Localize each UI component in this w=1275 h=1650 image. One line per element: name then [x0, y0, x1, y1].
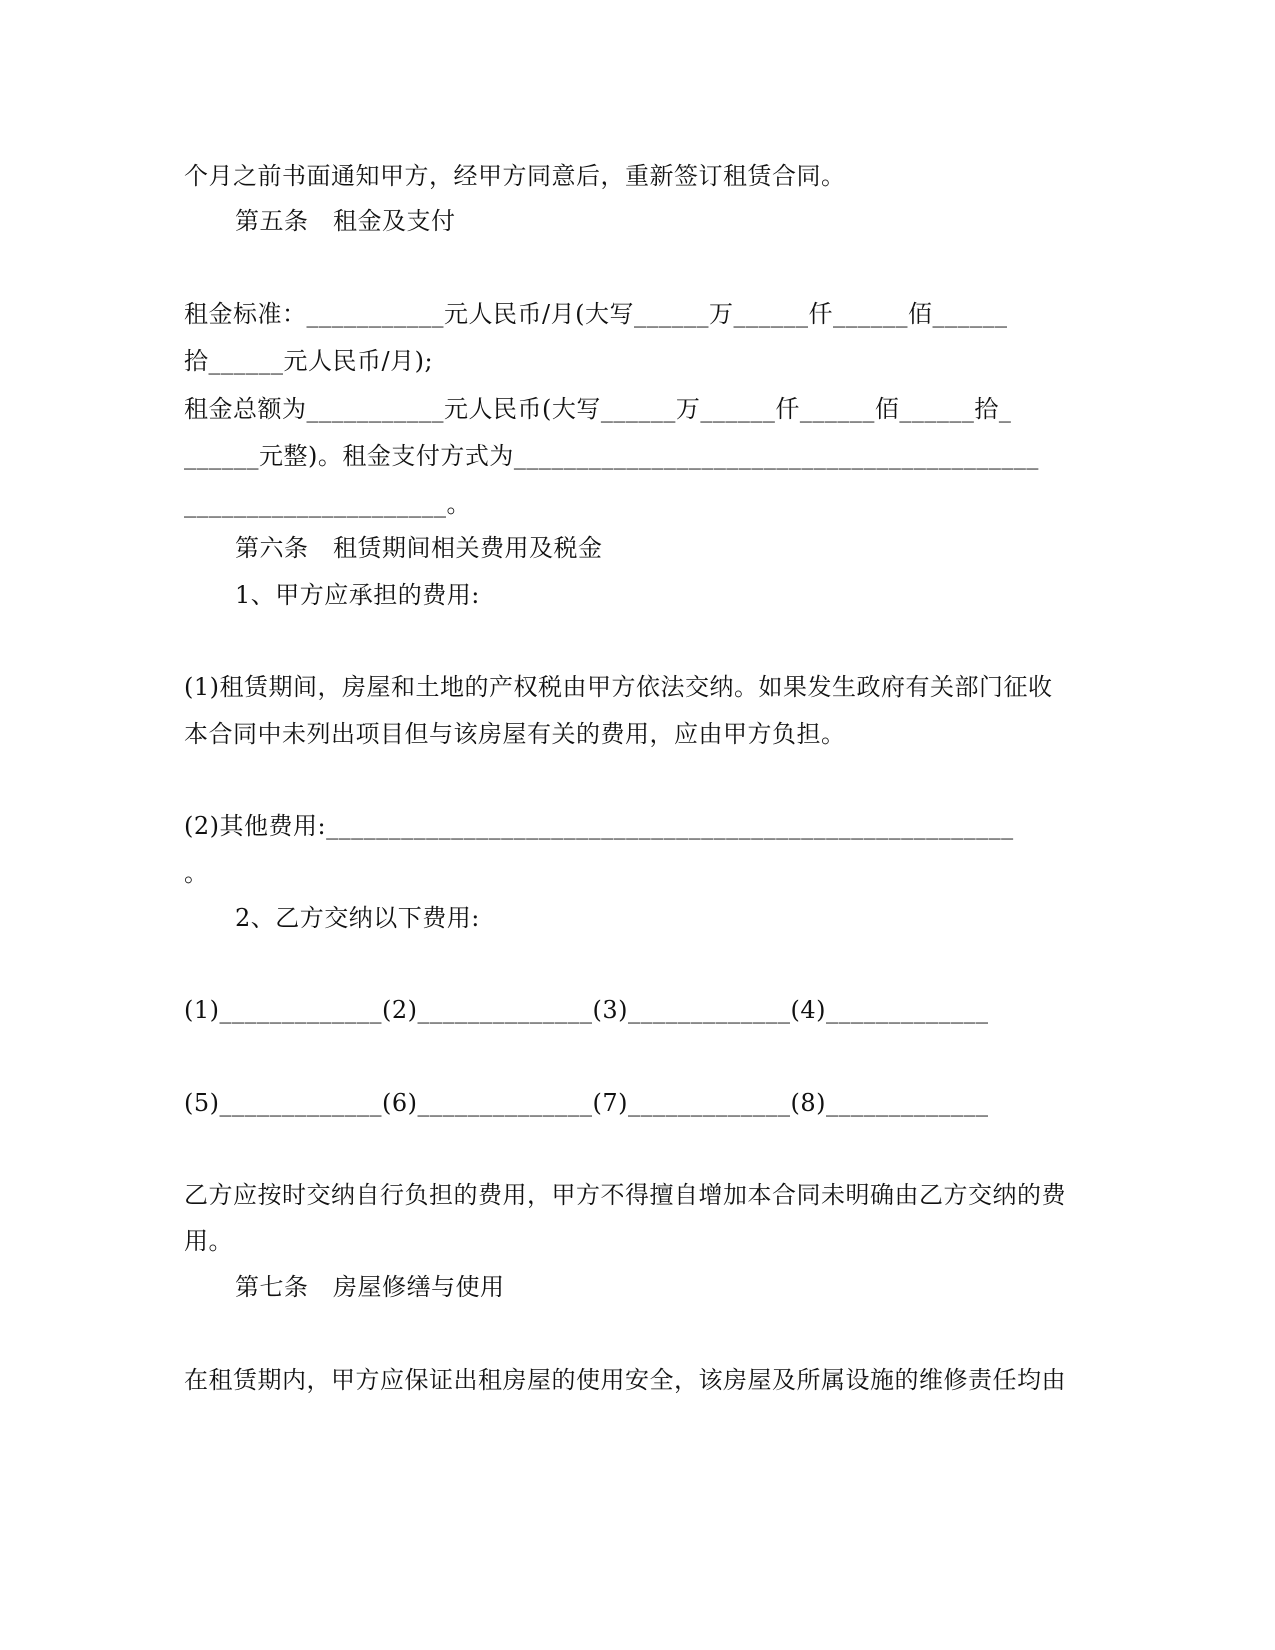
text-line: 租金总额为___________元人民币(大写______万______仟______佰______拾_ [184, 395, 1012, 423]
article-heading: 第七条 房屋修缮与使用 [235, 1273, 505, 1301]
text-line: 个月之前书面通知甲方，经甲方同意后，重新签订租赁合同。 [184, 162, 846, 190]
article-heading: 第六条 租赁期间相关费用及税金 [235, 534, 603, 562]
text-line: ______元整)。租金支付方式为__________________________________________ [184, 442, 1039, 470]
text-line: 乙方应按时交纳自行负担的费用，甲方不得擅自增加本合同未明确由乙方交纳的费 [184, 1181, 1066, 1209]
text-line: 。 [184, 859, 209, 887]
clause-heading: 1、甲方应承担的费用: [235, 581, 480, 609]
text-line: 本合同中未列出项目但与该房屋有关的费用，应由甲方负担。 [184, 720, 846, 748]
text-line: _____________________。 [184, 490, 471, 518]
text-line: 租金标准：___________元人民币/月(大写______万______仟______佰______ [184, 300, 1008, 328]
text-line: 在租赁期内，甲方应保证出租房屋的使用安全，该房屋及所属设施的维修责任均由 [184, 1366, 1066, 1394]
fee-blank-row: (5)_____________(6)______________(7)_____________(8)_____________ [184, 1089, 989, 1117]
article-heading: 第五条 租金及支付 [235, 207, 456, 235]
text-line: (2)其他费用:_______________________________________________________ [184, 812, 1014, 840]
text-line: 拾______元人民币/月); [184, 347, 434, 375]
clause-heading: 2、乙方交纳以下费用: [235, 904, 480, 932]
fee-blank-row: (1)_____________(2)______________(3)_____________(4)_____________ [184, 996, 989, 1024]
text-line: 用。 [184, 1227, 233, 1255]
text-line: (1)租赁期间，房屋和土地的产权税由甲方依法交纳。如果发生政府有关部门征收 [184, 673, 1053, 701]
